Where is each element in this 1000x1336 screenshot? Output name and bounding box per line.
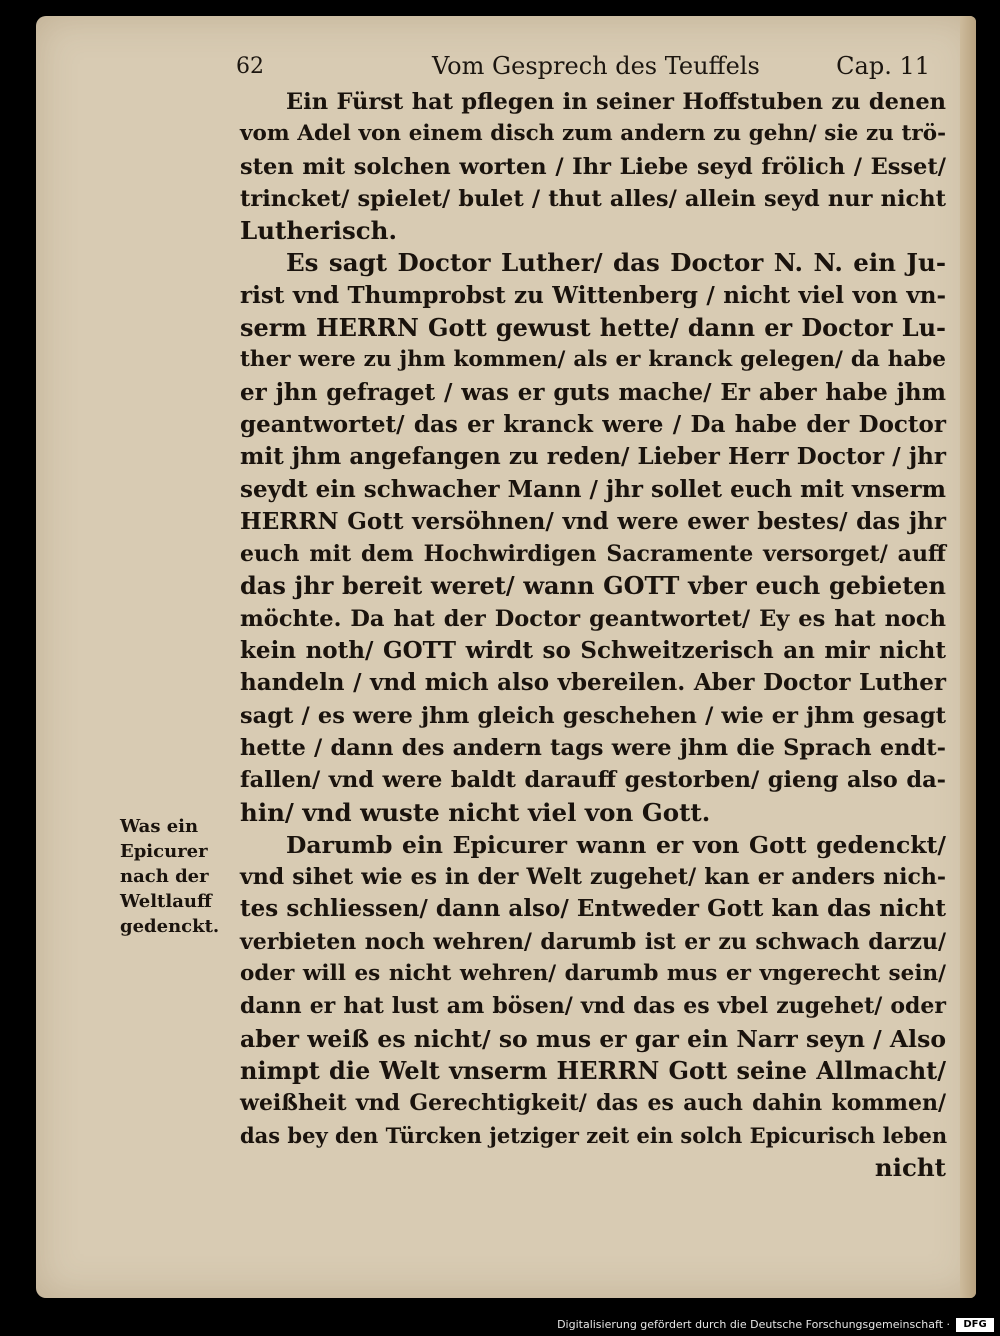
text-line: sagt / es were jhm gleich geschehen / wie er jhm gesagt	[240, 702, 946, 729]
text-line: vnd sihet wie es in der Welt zugehet/ kan er anders nich-	[240, 864, 946, 891]
page-edge	[960, 16, 976, 1298]
text-line: tes schliessen/ dann also/ Entweder Gott kan das nicht	[240, 895, 946, 923]
text-line: dann er hat lust am bösen/ vnd das es vbel zugehet/ oder	[240, 993, 946, 1020]
text-line: weißheit vnd Gerechtigkeit/ das es auch dahin kommen/	[240, 1090, 946, 1117]
text-line: rist vnd Thumprobst zu Wittenberg / nicht viel von vn-	[240, 281, 946, 309]
text-line: das bey den Türcken jetziger zeit ein solch Epicurisch leben	[240, 1122, 948, 1148]
text-line: sten mit solchen worten / Ihr Liebe seyd frölich / Esset/	[240, 153, 946, 180]
text-line: handeln / vnd mich also vbereilen. Aber Doctor Luther	[240, 669, 946, 697]
chapter-label: Cap. 11	[836, 52, 930, 80]
text-line: hin/ vnd wuste nicht viel von Gott.	[240, 797, 711, 827]
margin-note-line: Weltlauff	[120, 891, 212, 912]
text-line: oder will es nicht wehren/ darumb mus er vngerecht sein/	[240, 961, 946, 987]
text-line: serm HERRN Gott gewust hette/ dann er Doctor Lu-	[240, 313, 946, 343]
text-line: er jhn gefraget / was er guts mache/ Er aber habe jhm	[240, 378, 946, 406]
text-line: euch mit dem Hochwirdigen Sacramente versorget/ auff	[240, 541, 946, 568]
page-number: 62	[236, 54, 264, 79]
text-line: vom Adel von einem disch zum andern zu gehn/ sie zu trö-	[240, 121, 946, 147]
text-line: Ein Fürst hat pflegen in seiner Hoffstuben zu denen	[286, 89, 946, 115]
text-line: fallen/ vnd were baldt darauff gestorben/ gieng also da-	[240, 767, 946, 794]
text-line: Darumb ein Epicurer wann er von Gott gedenckt/	[286, 830, 946, 859]
text-line: seydt ein schwacher Mann / jhr sollet euch mit vnserm	[240, 475, 946, 503]
margin-note-line: Was ein	[120, 816, 199, 837]
text-line: kein noth/ GOTT wirdt so Schweitzerisch an mir nicht	[240, 637, 946, 665]
body-text	[240, 86, 946, 1184]
funding-notice: Digitalisierung gefördert durch die Deutsche Forschungsgemeinschaft ·	[557, 1318, 950, 1331]
text-line: Es sagt Doctor Luther/ das Doctor N. N. ein Ju-	[286, 248, 946, 278]
text-line: möchte. Da hat der Doctor geantwortet/ Ey es hat noch	[240, 605, 946, 632]
text-line: aber weiß es nicht/ so mus er gar ein Narr seyn / Also	[240, 1024, 946, 1053]
text-line: ther were zu jhm kommen/ als er kranck gelegen/ da habe	[240, 347, 946, 373]
text-line: HERRN Gott versöhnen/ vnd were ewer bestes/ das jhr	[240, 507, 946, 535]
text-line: das jhr bereit weret/ wann GOTT vber euch gebieten	[240, 571, 946, 601]
catchword: nicht	[874, 1152, 946, 1182]
text-line: trincket/ spielet/ bulet / thut alles/ allein seyd nur nicht	[240, 185, 946, 212]
margin-note-line: nach der	[120, 866, 209, 887]
text-line: nimpt die Welt vnserm HERRN Gott seine Allmacht/	[240, 1055, 946, 1085]
text-line: verbieten noch wehren/ darumb ist er zu schwach darzu/	[240, 928, 946, 955]
text-line: mit jhm angefangen zu reden/ Lieber Herr Doctor / jhr	[240, 443, 946, 471]
footer-bar	[0, 1316, 1000, 1336]
text-line: Lutherisch.	[240, 216, 398, 246]
margin-note-line: Epicurer	[120, 841, 208, 862]
margin-note-line: gedenckt.	[120, 916, 220, 937]
text-line: geantwortet/ das er kranck were / Da habe der Doctor	[240, 410, 946, 438]
margin-note	[120, 814, 236, 939]
text-line: hette / dann des andern tags were jhm die Sprach endt-	[240, 734, 946, 761]
running-header	[236, 52, 936, 88]
dfg-logo: DFG	[956, 1318, 994, 1332]
running-title: Vom Gesprech des Teuffels	[432, 52, 760, 80]
